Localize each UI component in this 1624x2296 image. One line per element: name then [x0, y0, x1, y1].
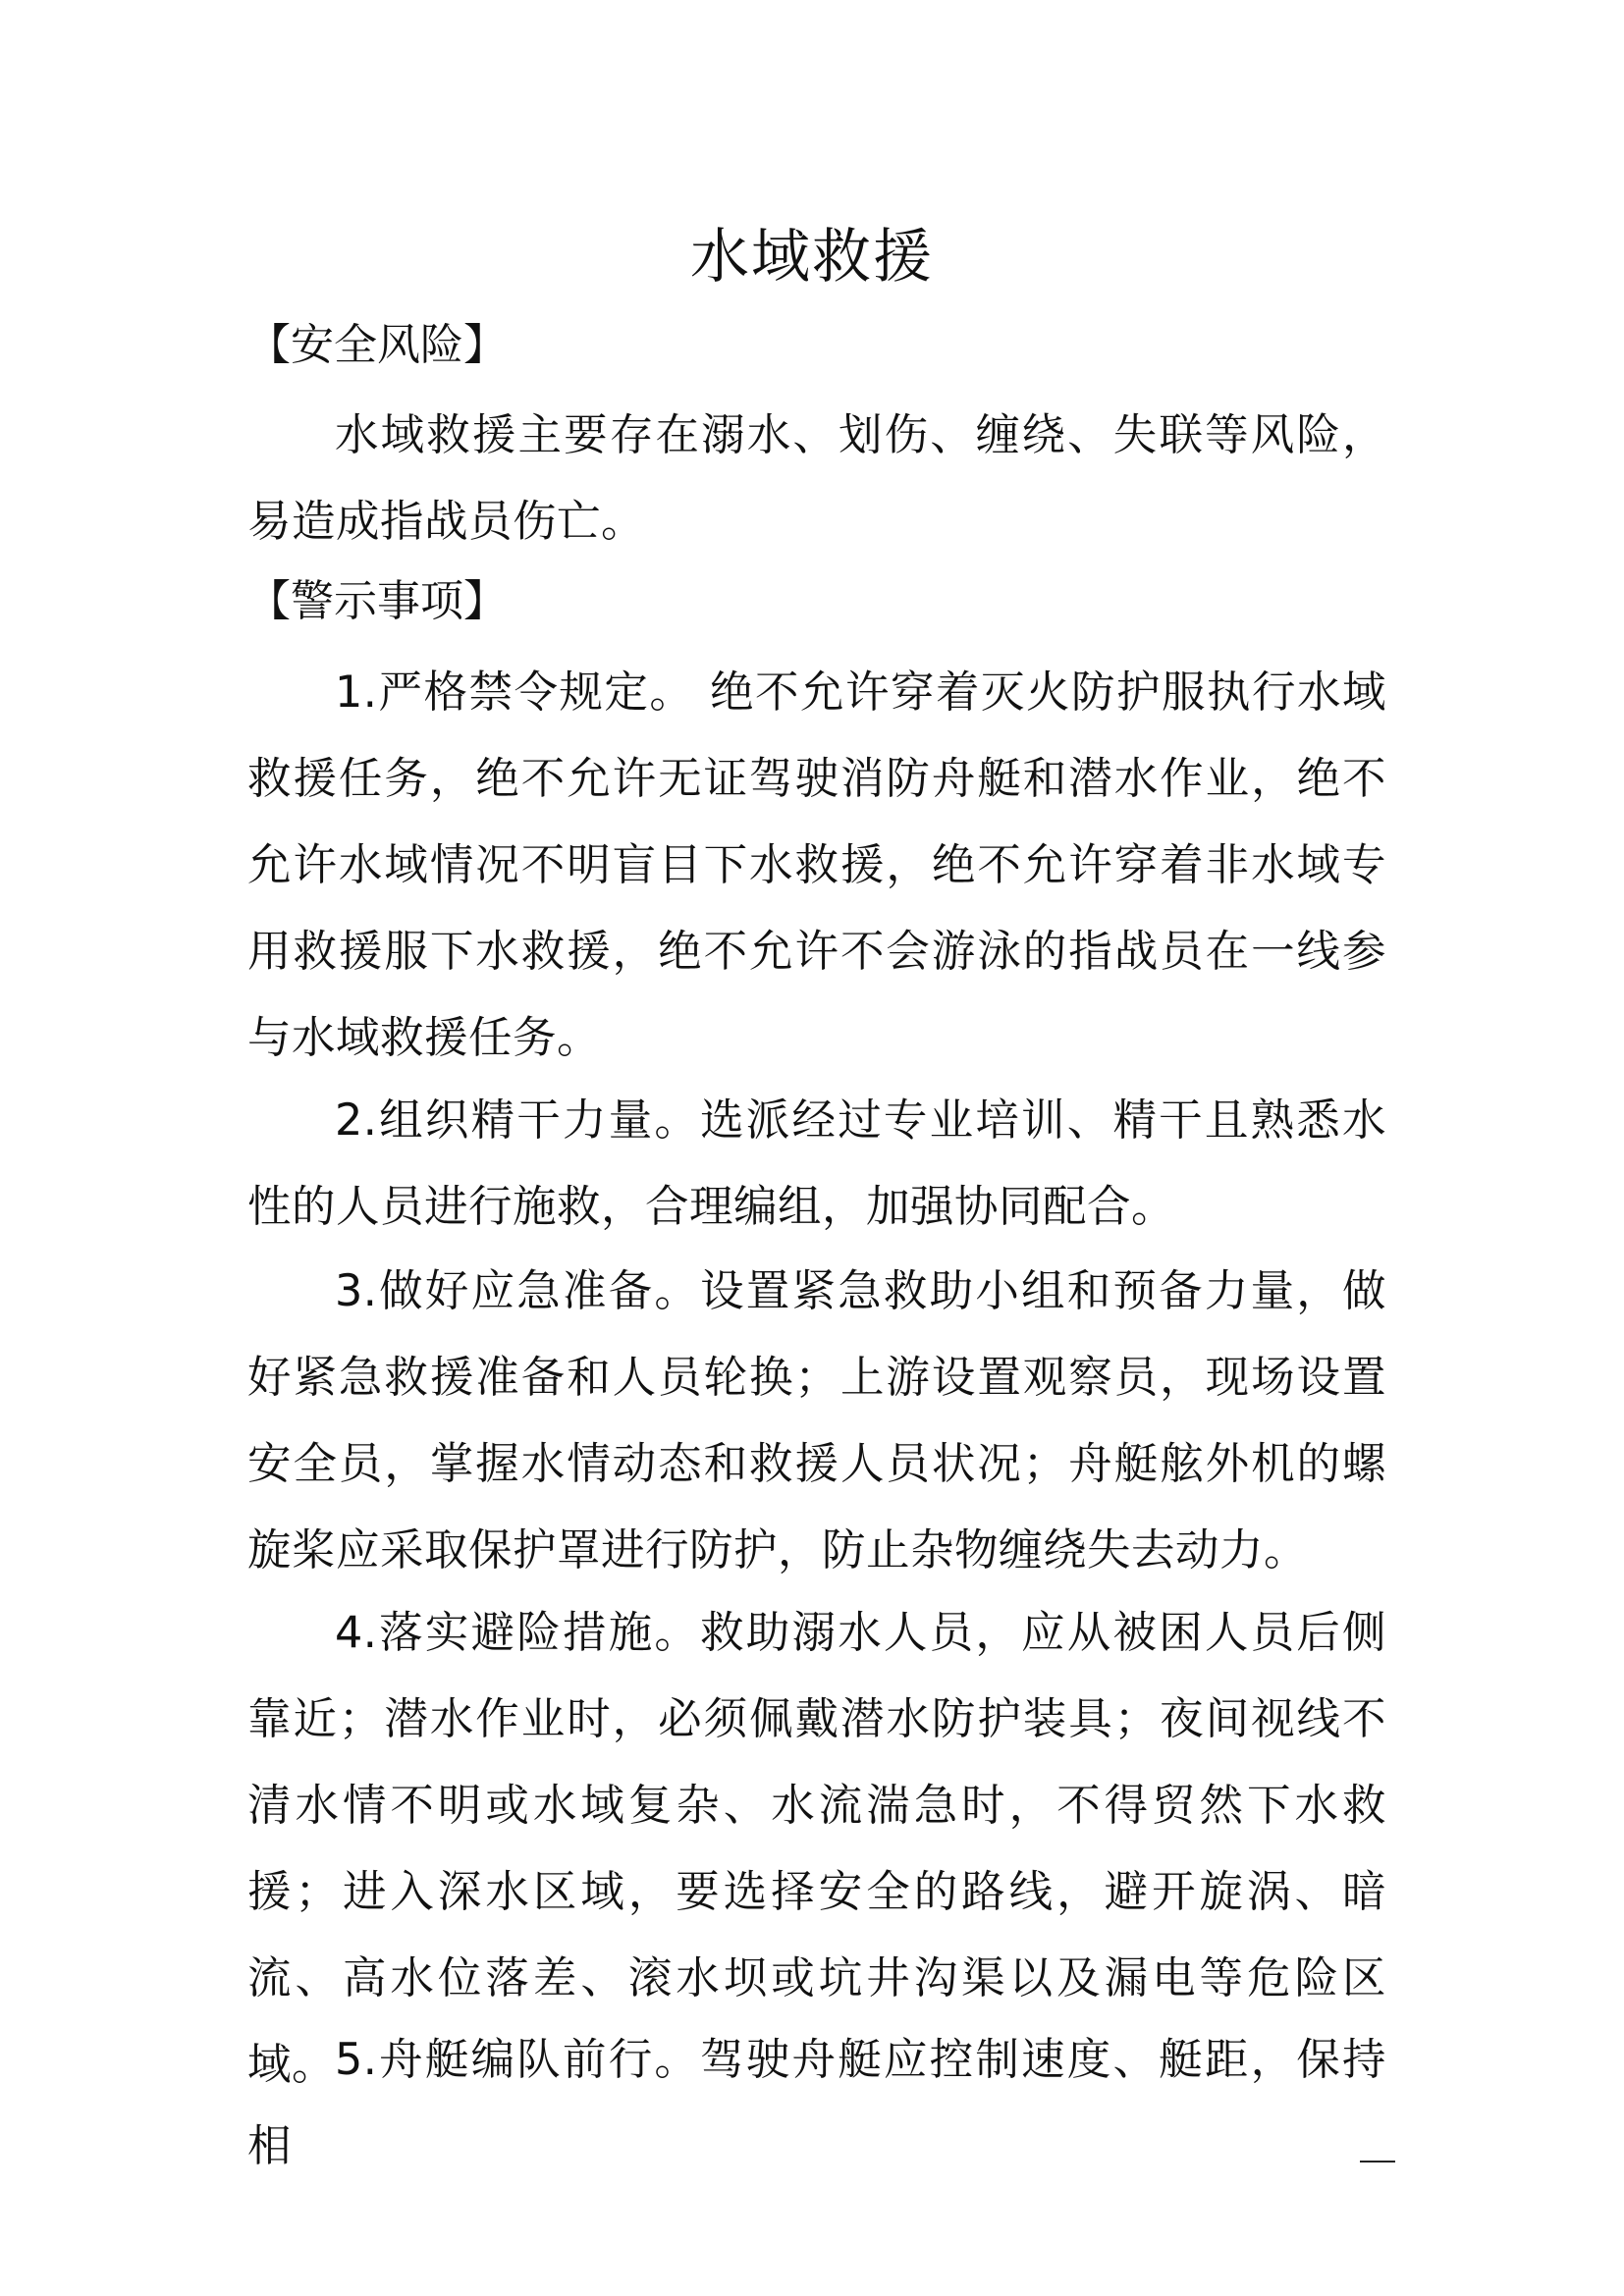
paragraph-item-4: 4.落实避险措施。救助溺水人员，应从被困人员后侧靠近；潜水作业时，必须佩戴潜水防护装具；夜间视线不清水情不明或水域复杂、水流湍急时，不得贸然下水救援；进入深水区域，要选择安全的路线，避开旋涡、暗流、高水位落差、滚水坝或坑井沟渠以及漏电等危险区域。: [247, 1608, 1386, 2090]
document-title: 水域救援: [690, 223, 934, 292]
section-heading-risk: 【安全风险】: [247, 320, 507, 370]
section-heading-warning: 【警示事项】: [247, 576, 507, 626]
paragraph-item-1: 1.严格禁令规定。 绝不允许穿着灭火防护服执行水域救援任务，绝不允许无证驾驶消防舟艇和潜水作业，绝不允许水域情况不明盲目下水救援，绝不允许穿着非水域专用救援服下水救援，绝不允许不会游泳的指战员在一线参与水域救援任务。: [247, 667, 1386, 1063]
paragraph-item-3: 3.做好应急准备。设置紧急救助小组和预备力量，做好紧急救援准备和人员轮换；上游设置观察员，现场设置安全员，掌握水情动态和救援人员状况；舟艇舷外机的螺旋桨应采取保护罩进行防护，防止杂物缠绕失去动力。: [247, 1266, 1386, 1575]
paragraph-item-5: 5.舟艇编队前行。驾驶舟艇应控制速度、艇距，保持相: [247, 2035, 1386, 2171]
paragraph-risk: 水域救援主要存在溺水、划伤、缠绕、失联等风险，易造成指战员伤亡。: [247, 410, 1386, 547]
page-number-dash: [1360, 2161, 1395, 2163]
paragraph-item-2: 2.组织精干力量。选派经过专业培训、精干且熟悉水性的人员进行施救，合理编组，加强协同配合。: [247, 1095, 1386, 1232]
